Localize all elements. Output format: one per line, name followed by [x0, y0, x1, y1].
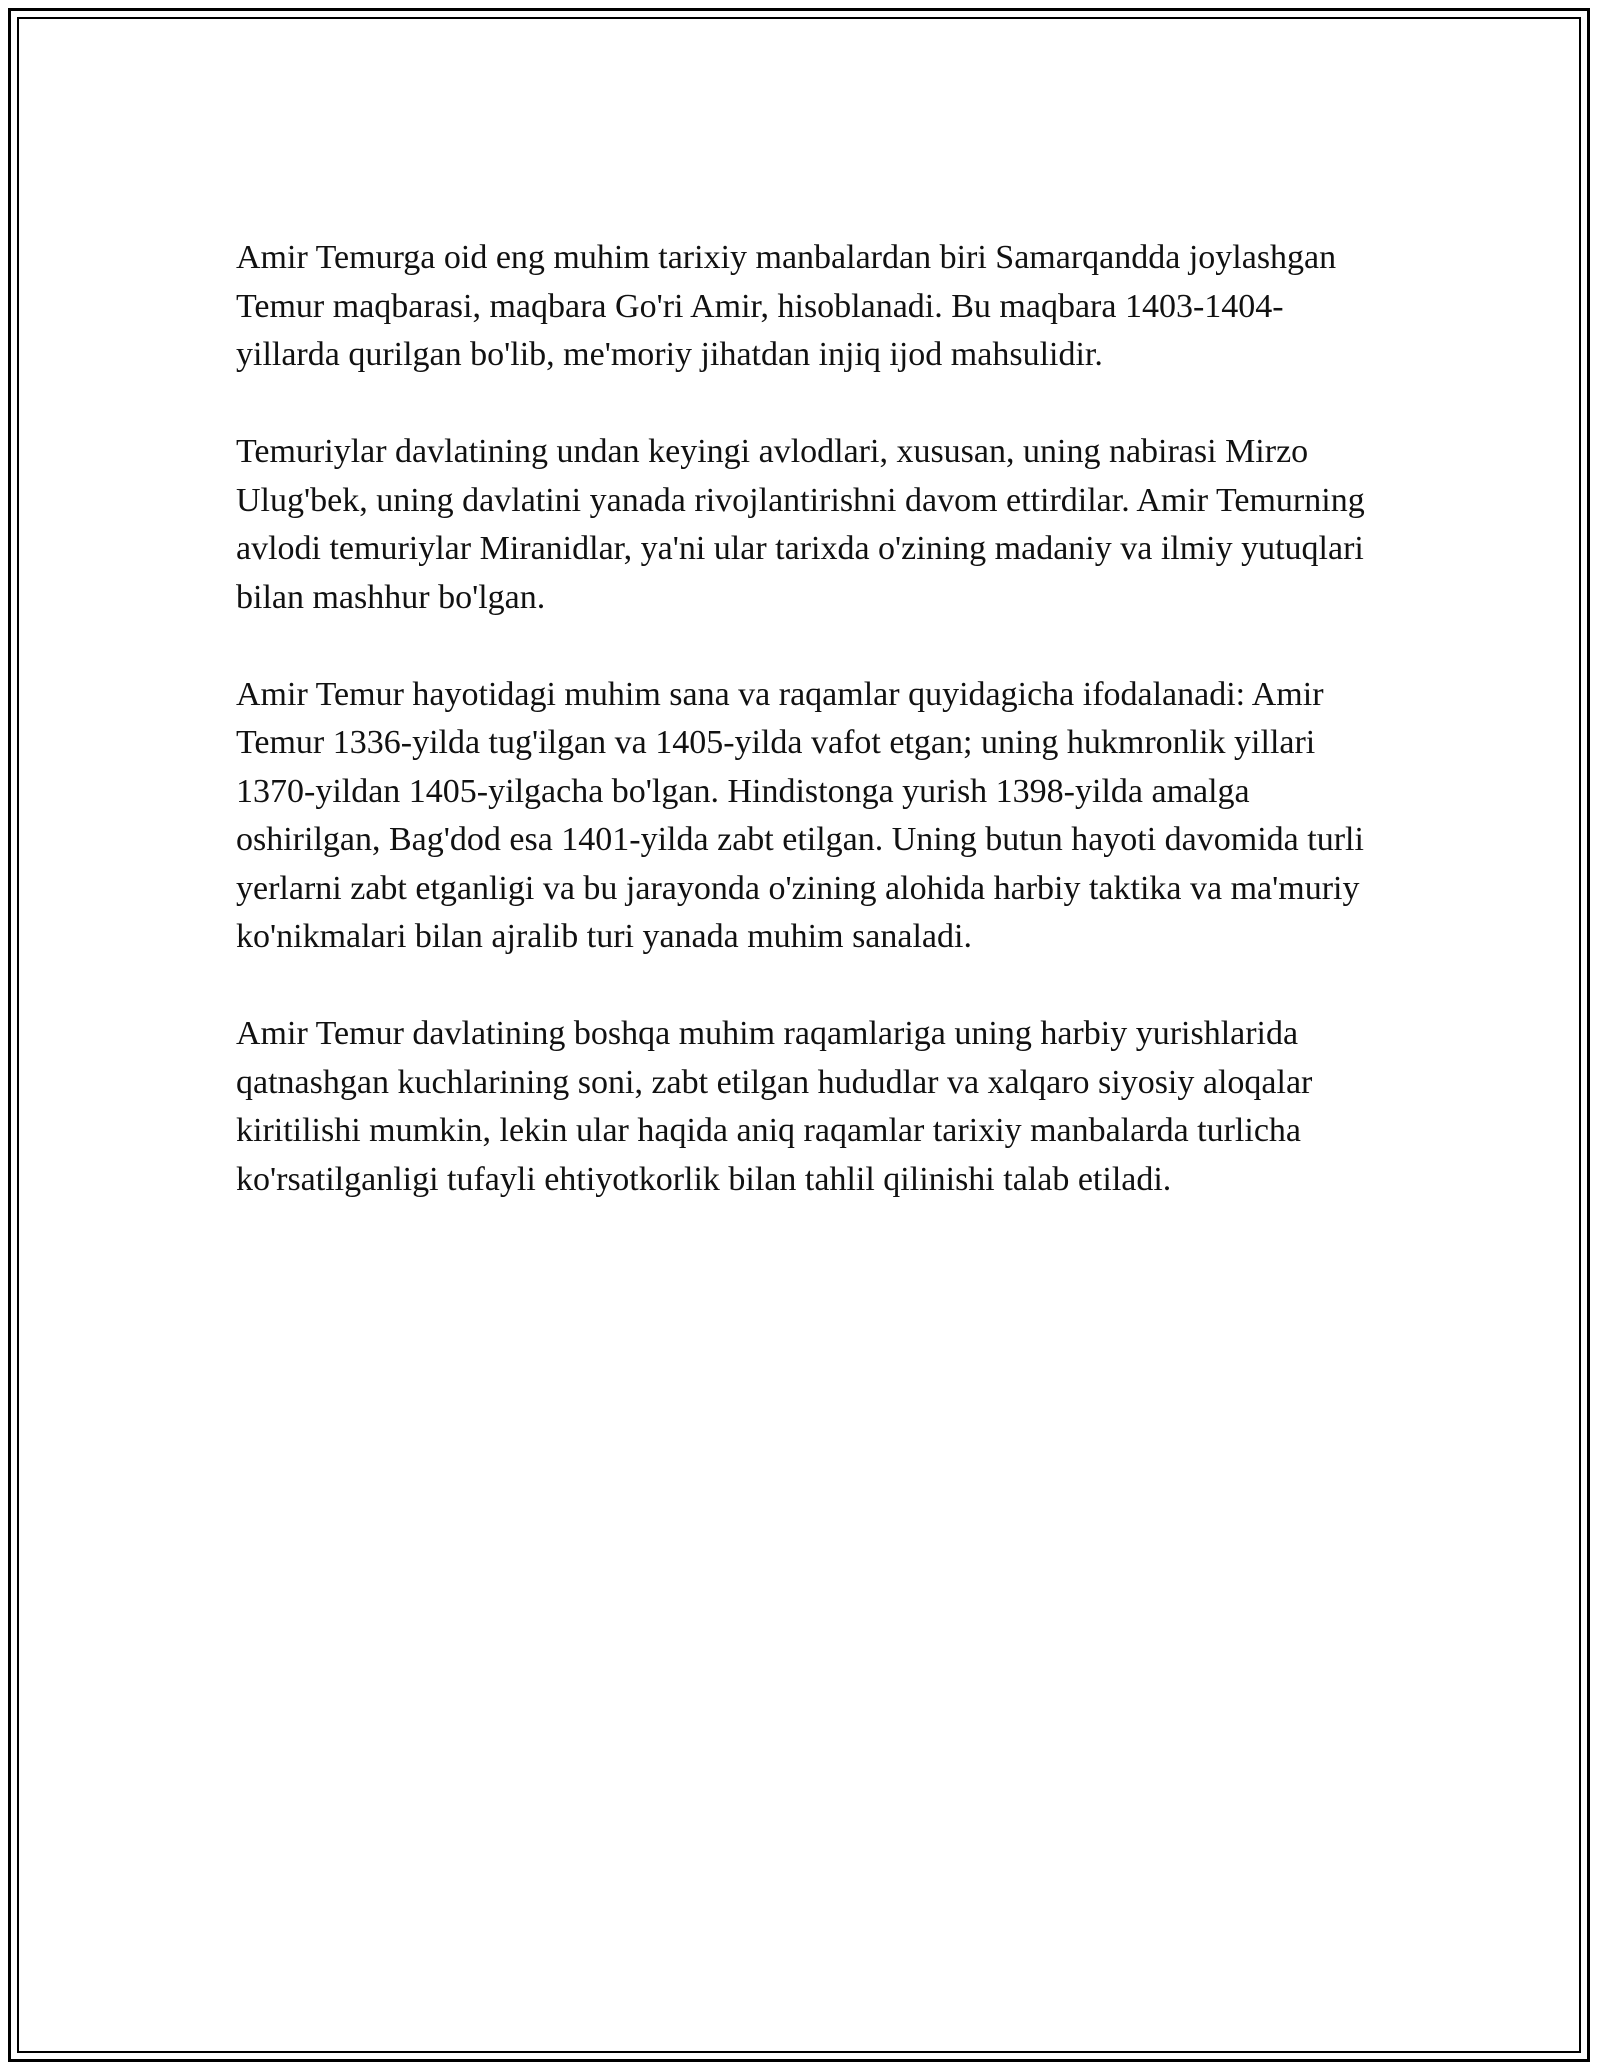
paragraph-important-dates: Amir Temur hayotidagi muhim sana va raqamlar quyidagicha ifodalanadi: Amir Temur 1336-yilda tug'ilgan va 1405-yilda vafot etgan; uning hukmronlik yillari 1370-yildan 1405-yilgacha bo'lgan. Hindistonga yurish 1398-yilda amalga oshirilgan, Bag'dod esa 1401-yilda zabt etilgan. Uning butun hayoti davomida turli yerlarni zabt etganligi va bu jarayonda o'zining alohida harbiy taktika va ma'muriy ko'nikmalari bilan ajralib turi yanada muhim sanaladi. — [236, 675, 1364, 955]
paragraph-other-figures: Amir Temur davlatining boshqa muhim raqamlariga uning harbiy yurishlarida qatnashgan kuchlarining soni, zabt etilgan hududlar va xalqaro siyosiy aloqalar kiritilishi mumkin, lekin ular haqida aniq raqamlar tarixiy manbalarda turlicha ko'rsatilganligi tufayli ehtiyotkorlik bilan tahlil qilinishi talab etiladi. — [236, 1015, 1313, 1198]
paragraph-go-ri-amir: Amir Temurga oid eng muhim tarixiy manbalardan biri Samarqandda joylashgan Temur maqbarasi, maqbara Go'ri Amir, hisoblanadi. Bu maqbara 1403-1404-yillarda qurilgan bo'lib, me'moriy jihatdan injiq ijod mahsulidir. — [236, 239, 1337, 373]
paragraph-temuriylar: Temuriylar davlatining undan keyingi avlodlari, xususan, uning nabirasi Mirzo Ulug'bek, uning davlatini yanada rivojlantirishni davom ettirdilar. Amir Temurning avlodi temuriylar Miranidlar, ya'ni ular tarixda o'zining madaniy va ilmiy yutuqlari bilan mashhur bo'lgan. — [236, 433, 1365, 616]
document-body — [236, 234, 1376, 1253]
